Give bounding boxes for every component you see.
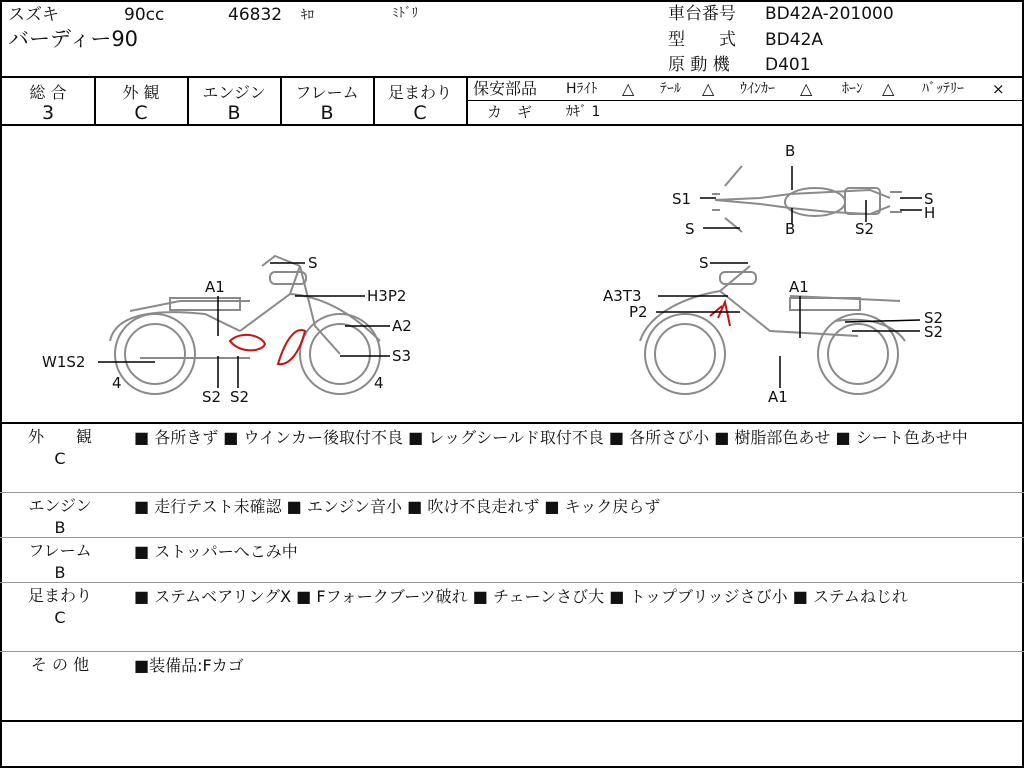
engine-label-grade: B (54, 518, 66, 537)
grade-value-exterior: C (134, 102, 148, 124)
exterior-label-title: 外 観 (27, 427, 92, 446)
key-value: ｶｷﾞ 1 (566, 104, 601, 120)
divider (0, 492, 1024, 493)
label-left-a2: A2 (392, 317, 412, 335)
safety-mark-winker: △ (800, 79, 813, 98)
label-left-s2b: S2 (230, 388, 250, 406)
mileage: 46832 (228, 5, 283, 25)
frame-no: BD42A-201000 (765, 4, 894, 24)
divider (0, 422, 1024, 424)
label-right-a1b: A1 (768, 388, 788, 406)
model-name: バーディー90 (8, 27, 139, 51)
label-left-a1: A1 (205, 278, 225, 296)
motorcycle-left-view (110, 256, 380, 394)
grade-header-frame: フレーム (295, 83, 359, 102)
label-left-s2a: S2 (202, 388, 222, 406)
callout-lines (98, 166, 922, 388)
safety-mark-headlight: △ (622, 79, 635, 98)
other-remarks: ■装備品:Fカゴ (134, 656, 244, 675)
suspension-section-label (0, 585, 120, 629)
key-label: カ ギ (487, 103, 533, 121)
frame-no-label: 車台番号 (668, 4, 736, 24)
grade-value-suspension: C (413, 102, 427, 124)
frame-label-grade: B (54, 563, 66, 582)
maker: スズキ (8, 5, 59, 25)
engine-section-label (0, 495, 120, 539)
divider (0, 651, 1024, 652)
exterior-label-grade: C (54, 449, 66, 468)
divider (0, 582, 1024, 583)
frame-label-title: フレーム (28, 541, 92, 560)
frame-remarks: ■ ストッパーへこみ中 (134, 542, 298, 561)
other-section-label (0, 654, 120, 676)
label-left-4a: 4 (112, 374, 122, 392)
label-top-s2: S2 (855, 220, 875, 238)
grade-header-exterior: 外 観 (122, 83, 160, 102)
other-label-title: そ の 他 (30, 655, 90, 674)
label-left-s3: S3 (392, 347, 412, 365)
mileage-unit: ｷﾛ (301, 8, 314, 23)
safety-item-battery: ﾊﾞｯﾃﾘｰ (922, 81, 964, 97)
grade-header-total: 総 合 (29, 83, 67, 102)
exterior-remarks: ■ 各所きず ■ ウインカー後取付不良 ■ レッグシールド取付不良 ■ 各所さび小 ■ 樹脂部色あせ ■ シート色あせ中 (134, 428, 968, 447)
suspension-label-title: 足まわり (27, 586, 92, 605)
label-top-s-right: S (924, 190, 934, 208)
label-right-p2: P2 (629, 303, 648, 321)
suspension-remarks: ■ ステムベアリングX ■ Fフォークブーツ破れ ■ チェーンさび大 ■ トップブリッジさび小 ■ ステムねじれ (134, 587, 908, 606)
damage-diagram (0, 126, 1024, 422)
label-top-h: H (924, 204, 936, 222)
label-right-a1: A1 (789, 278, 809, 296)
motorcycle-right-view (640, 266, 905, 394)
divider (468, 100, 1024, 101)
label-top-s1: S1 (672, 190, 692, 208)
safety-item-horn: ﾎｰﾝ (842, 81, 863, 97)
displacement: 90cc (124, 5, 165, 25)
divider (466, 76, 468, 126)
engine-label: 原 動 機 (668, 55, 730, 75)
label-top-b2: B (785, 220, 796, 238)
exterior-label (0, 426, 120, 470)
engine-remarks: ■ 走行テスト未確認 ■ エンジン音小 ■ 吹け不良走れず ■ キック戻らず (134, 497, 661, 516)
damage-marks-right (710, 302, 730, 326)
grade-value-engine: B (227, 102, 241, 124)
label-top-b1: B (785, 142, 796, 160)
grade-value-total: 3 (41, 102, 55, 124)
label-left-w1s2: W1S2 (42, 353, 86, 371)
color: ﾐﾄﾞﾘ (392, 6, 418, 21)
suspension-label-grade: C (54, 608, 66, 627)
label-left-s: S (308, 254, 318, 272)
grade-value-frame: B (320, 102, 334, 124)
label-right-s2b: S2 (924, 323, 944, 341)
safety-label: 保安部品 (473, 79, 538, 98)
label-right-s2a: S2 (924, 309, 944, 327)
safety-mark-horn: △ (882, 79, 895, 98)
label-right-s: S (699, 254, 709, 272)
label-right-a3t3: A3T3 (603, 287, 642, 305)
safety-item-winker: ｳｲﾝｶｰ (740, 81, 775, 97)
frame-section-label (0, 540, 120, 584)
divider (0, 537, 1024, 538)
engine-label-title: エンジン (28, 496, 92, 515)
damage-marks-left (230, 330, 305, 364)
safety-mark-battery: × (992, 80, 1005, 98)
label-left-4b: 4 (374, 374, 384, 392)
grade-header-suspension: 足まわり (387, 83, 452, 102)
grade-header-engine: エンジン (202, 83, 266, 102)
divider (0, 720, 1024, 722)
label-top-s-left: S (685, 220, 695, 238)
label-left-h3p2: H3P2 (367, 287, 407, 305)
type-label: 型 式 (668, 30, 736, 50)
safety-mark-tail: △ (702, 79, 715, 98)
safety-item-tail: ﾃｰﾙ (660, 81, 681, 97)
safety-item-headlight: Hﾗｲﾄ (566, 81, 598, 97)
type-value: BD42A (765, 30, 824, 50)
divider (0, 76, 1024, 78)
engine-value: D401 (765, 55, 811, 75)
